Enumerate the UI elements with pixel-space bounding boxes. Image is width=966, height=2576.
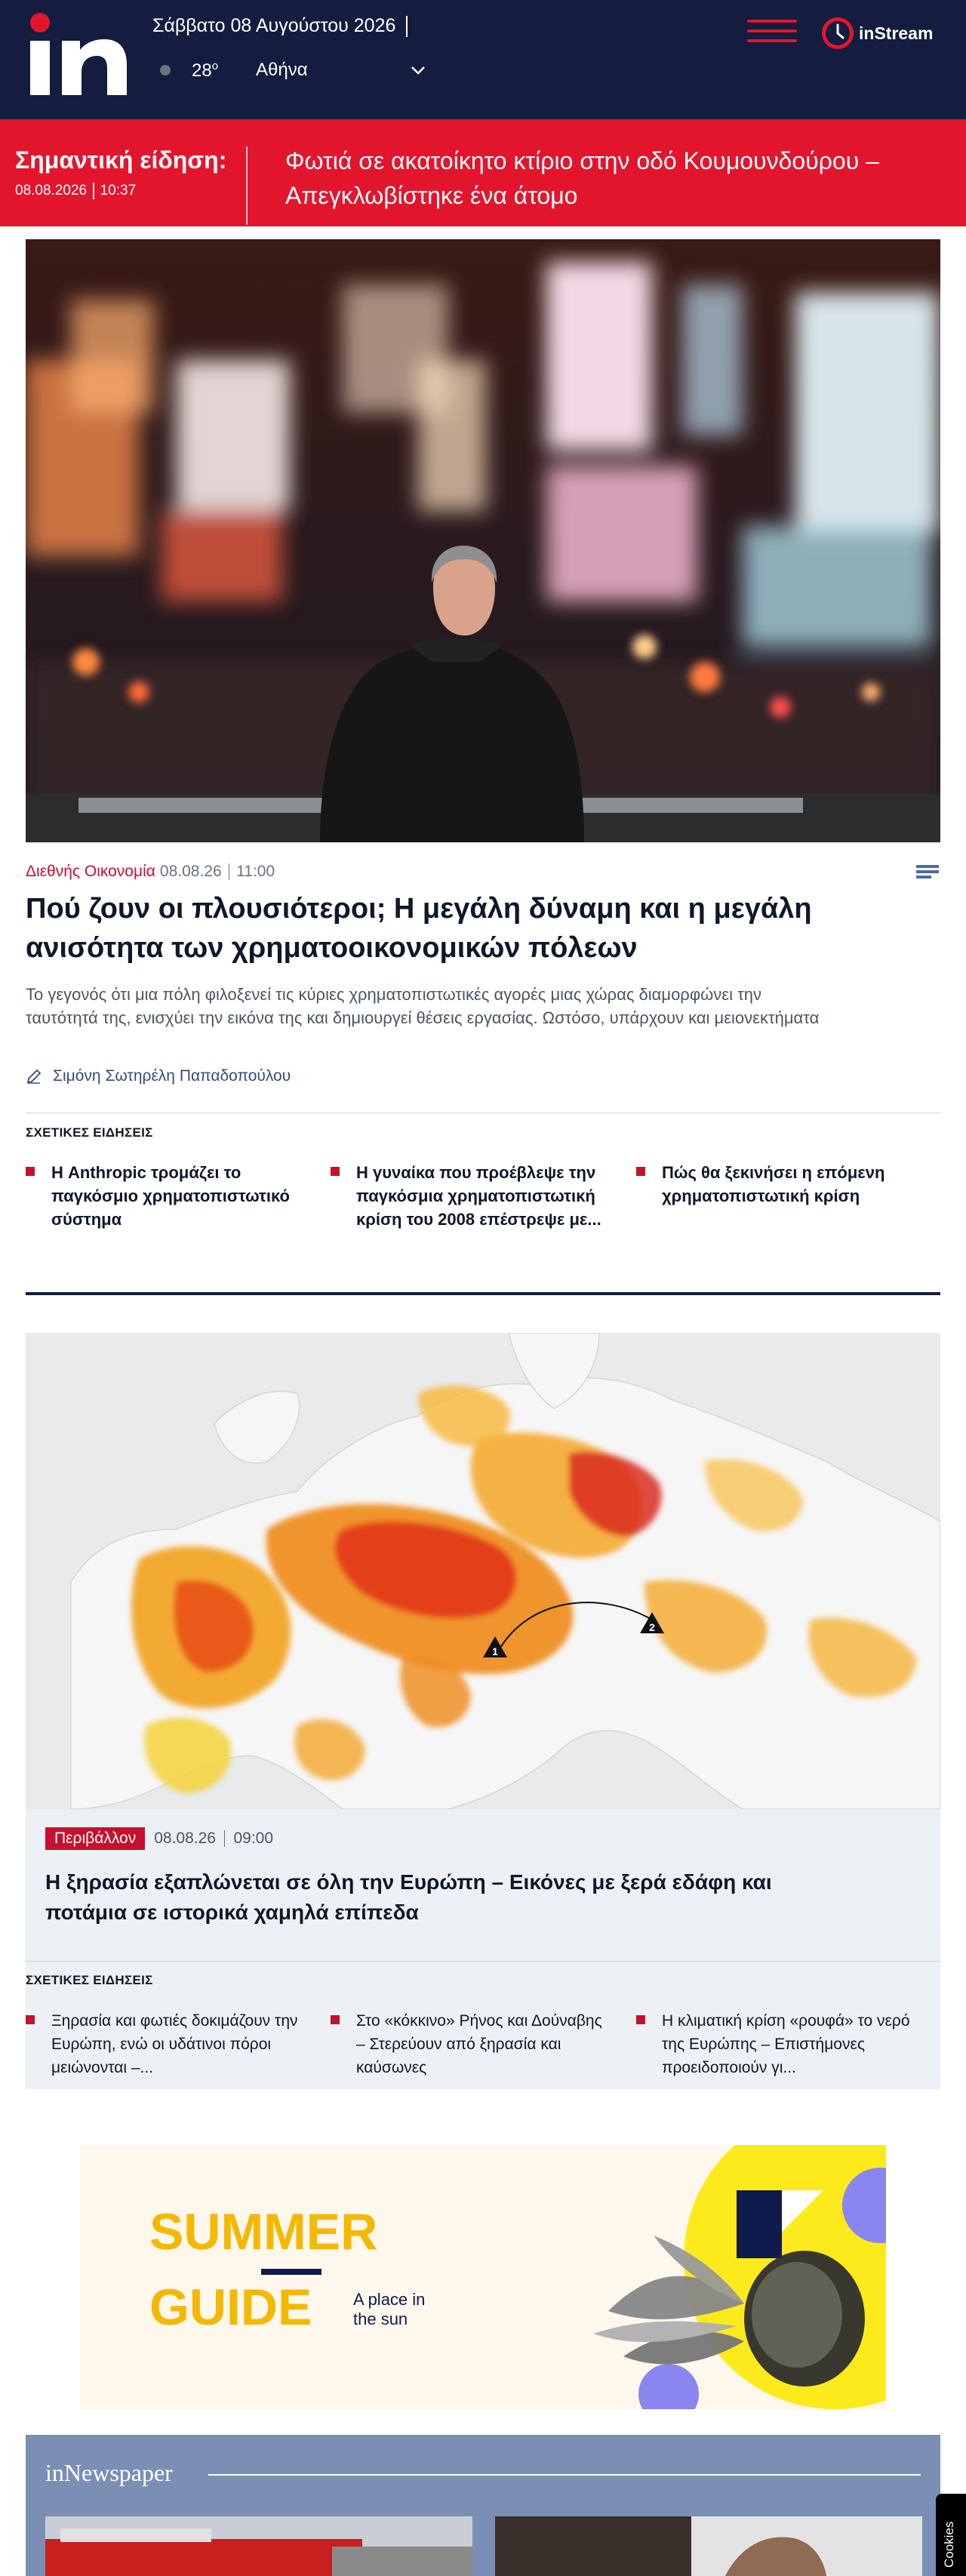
text-lines-icon[interactable] <box>915 860 940 883</box>
breaking-news-bar[interactable] <box>0 119 966 226</box>
menu-button[interactable] <box>747 20 797 47</box>
ad-headline-1: SUMMER <box>149 2203 378 2261</box>
related-link[interactable]: Η γυναίκα που προέβλεψε την παγκόσμια χρηματοπιστωτική κρίση του 2008 επέστρεψε με... <box>331 1161 610 1231</box>
main-article-title[interactable]: Πού ζουν οι πλουσιότεροι; Η μεγάλη δύναμη και η μεγάλη ανισότητα των χρηματοοικονομικών πόλεων <box>26 893 812 964</box>
svg-text:2: 2 <box>649 1621 655 1633</box>
hamburger-icon <box>747 20 797 23</box>
section-divider <box>26 1292 940 1295</box>
weather-icon <box>160 65 171 75</box>
city-select[interactable]: Αθήνα <box>256 60 308 80</box>
innewspaper-divider <box>208 2474 921 2476</box>
category-link[interactable]: Διεθνής Οικονομία <box>26 863 155 880</box>
breaking-divider <box>246 146 248 225</box>
related-link[interactable]: Η κλιματική κρίση «ρουφά» το νερό της Ευρώπης – Επιστήμονες προειδοποιούν γι... <box>636 2009 915 2079</box>
site-logo[interactable] <box>26 12 128 97</box>
article-date: 08.08.26 <box>154 1830 216 1847</box>
breaking-label: Σημαντική είδηση: <box>15 146 227 174</box>
chevron-down-icon[interactable] <box>407 59 429 82</box>
breaking-timestamp: 08.08.2026 10:37 <box>15 183 137 199</box>
article-date: 08.08.26 <box>159 863 222 880</box>
article-time: 09:00 <box>233 1830 274 1847</box>
environment-article-title[interactable]: Η ξηρασία εξαπλώνεται σε όλη την Ευρώπη – Εικόνες με ξερά εδάφη και ποτάμια σε ιστορικά χαμηλά επίπεδα <box>45 1870 772 1924</box>
related-link[interactable]: Ξηρασία και φωτιές δοκιμάζουν την Ευρώπη, ενώ οι υδάτινοι πόροι μειώνονται –... <box>26 2009 305 2079</box>
related-heading: ΣΧΕΤΙΚΕΣ ΕΙΔΗΣΕΙΣ <box>26 1973 153 1987</box>
svg-text:1: 1 <box>492 1645 498 1657</box>
site-header <box>0 0 966 119</box>
related-link[interactable]: Στο «κόκκινο» Ρήνος και Δούναβης – Στερεύουν από ξηρασία και καύσωνες <box>331 2009 610 2079</box>
category-badge[interactable]: Περιβάλλον <box>45 1827 145 1850</box>
newspaper-thumbnail[interactable] <box>495 2516 922 2576</box>
ad-tagline: A place in <box>353 2290 426 2309</box>
main-article-meta <box>26 863 275 881</box>
cookies-button[interactable]: Cookies <box>936 2494 966 2576</box>
ad-headline-2: GUIDE <box>149 2279 312 2336</box>
innewspaper-title[interactable]: inNewspaper <box>45 2459 173 2486</box>
breaking-headline-link[interactable]: Φωτιά σε ακατοίκητο κτίριο στην οδό Κουμουνδούρου – Απεγκλωβίστηκε ένα άτομο <box>285 147 879 209</box>
instream-button[interactable] <box>820 14 933 53</box>
main-article-lead: Το γεγονός ότι μια πόλη φιλοξενεί τις κύριες χρηματοπιστωτικές αγορές μιας χώρας διαμορφώνει την ταυτότητά της, ενισχύει την εικόνα της και δημιουργεί θέσεις εργασίας. Ωστόσο, υπάρχουν και μειονεκτήματα <box>26 985 820 1027</box>
ad-tagline: the sun <box>353 2310 408 2328</box>
article-time: 11:00 <box>236 863 275 880</box>
temperature: 28$^o$ <box>192 59 219 81</box>
pencil-icon <box>26 1068 42 1085</box>
weather-widget[interactable] <box>152 59 429 82</box>
related-link[interactable]: Πώς θα ξεκινήσει η επόμενη χρηματοπιστωτική κρίση <box>636 1161 915 1208</box>
related-divider <box>26 1961 940 1962</box>
current-date <box>152 15 408 37</box>
clock-icon <box>820 15 856 51</box>
date-text: Σάββατο 08 Αυγούστου 2026 <box>152 15 396 36</box>
summer-guide-ad[interactable] <box>80 2145 886 2409</box>
drought-map-image[interactable] <box>26 1333 940 1809</box>
instream-label: inStream <box>859 23 934 43</box>
related-link[interactable]: Η Anthropic τρομάζει το παγκόσμιο χρηματοπιστωτικό σύστημα <box>26 1161 305 1231</box>
date-divider <box>406 16 408 37</box>
main-article-image[interactable] <box>26 239 940 842</box>
environment-article-meta <box>45 1827 273 1850</box>
author-name[interactable]: Σιμόνη Σωτηρέλη Παπαδοπούλου <box>53 1067 291 1085</box>
related-heading: ΣΧΕΤΙΚΕΣ ΕΙΔΗΣΕΙΣ <box>26 1125 153 1140</box>
author-byline[interactable] <box>26 1067 291 1085</box>
newspaper-thumbnail[interactable] <box>45 2516 472 2576</box>
